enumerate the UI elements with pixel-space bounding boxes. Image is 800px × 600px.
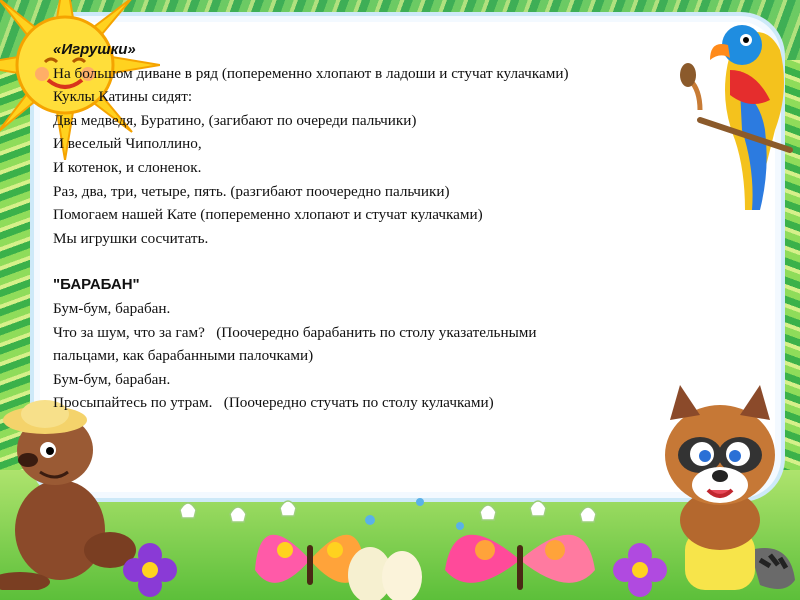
poem-line: Мы игрушки сосчитать. [53, 229, 209, 247]
poem-line: На большом диване в ряд (попеременно хлопают в ладоши и стучат кулачками) [53, 64, 569, 82]
poem-line: Бум-бум, барабан. [53, 299, 171, 317]
poem-line: Помогаем нашей Кате (попеременно хлопают и стучат кулачками) [53, 206, 483, 224]
flower-icon [610, 540, 670, 600]
poem-title: «Игрушки» [53, 41, 136, 58]
poem-line: Бум-бум, барабан. [53, 370, 171, 388]
poem-title: "БАРАБАН" [53, 276, 140, 294]
poem-line: Раз, два, три, четыре, пять. (разгибают поочередно пальчики) [53, 182, 450, 200]
eggs-icon [340, 535, 430, 600]
poem-line: Куклы Катины сидят: [53, 88, 193, 106]
poem-line: Два медведя, Буратино, (загибают по очереди пальчики) [53, 111, 417, 129]
poem-line: И котенок, и слоненок. [53, 158, 202, 176]
poems-text [53, 38, 753, 415]
poem-line: Просыпайтесь по утрам. (Поочередно стучать по столу кулачками) [53, 394, 494, 412]
poem-line: И веселый Чиполлино, [53, 135, 202, 153]
poem-line: Что за шум, что за гам? (Поочередно барабанить по столу указательными [53, 323, 537, 341]
flower-icon [120, 540, 180, 600]
poem-line: пальцами, как барабанными палочками) [53, 347, 314, 365]
butterfly-icon [440, 520, 600, 600]
